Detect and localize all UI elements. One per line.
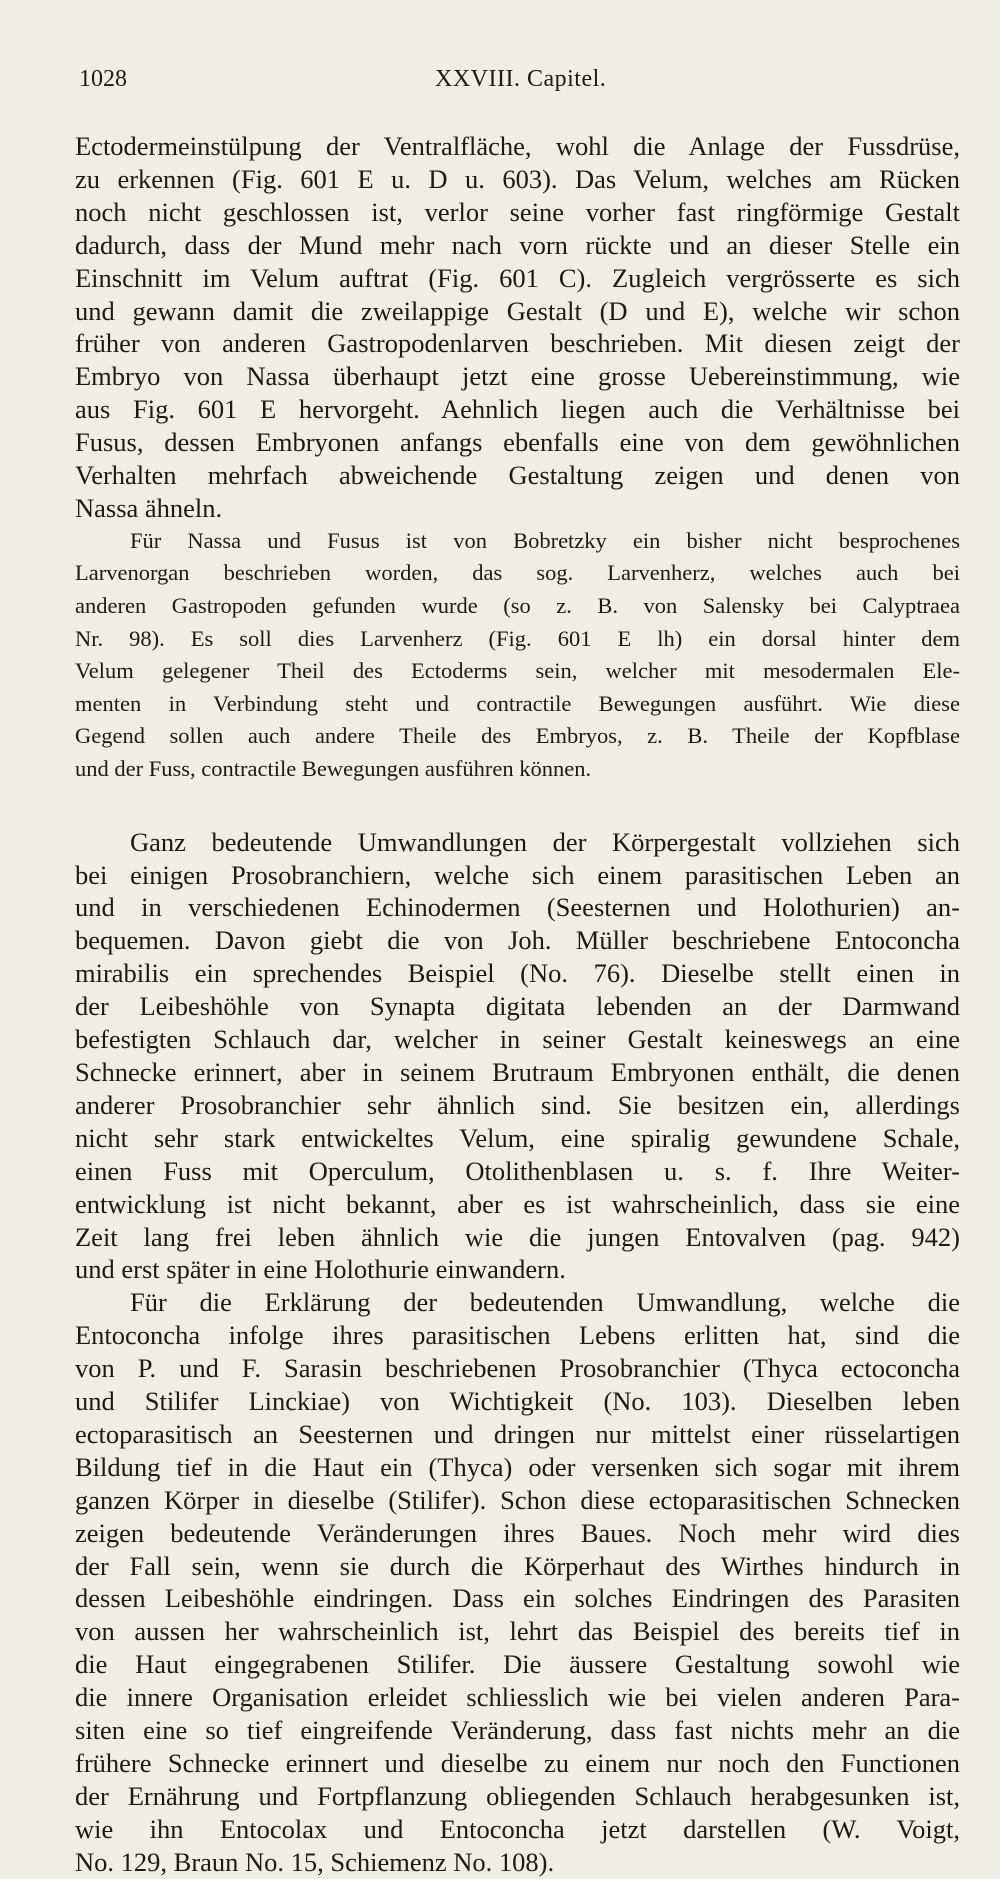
text-line: früher von anderen Gastropodenlarven beschrieben. Mit diesen zeigt der: [75, 328, 960, 359]
text-line: und in verschiedenen Echinodermen (Seesternen und Holothurien) an-: [75, 892, 960, 923]
text-line: anderen Gastropoden gefunden wurde (so z. B. von Salensky bei Calyptraea: [75, 593, 960, 619]
page-header: [75, 66, 960, 106]
text-line: Einschnitt im Velum auftrat (Fig. 601 C). Zugleich vergrösserte es sich: [75, 262, 960, 293]
text-line: Für die Erklärung der bedeutenden Umwandlung, welche die: [130, 1287, 960, 1318]
text-line: Gegend sollen auch andere Theile des Embryos, z. B. Theile der Kopfblase: [75, 723, 960, 749]
text-line: Nr. 98). Es soll dies Larvenherz (Fig. 601 E lh) ein dorsal hinter dem: [75, 625, 960, 651]
text-line: Für Nassa und Fusus ist von Bobretzky ein bisher nicht besprochenes: [130, 527, 960, 553]
text-line: befestigten Schlauch dar, welcher in seiner Gestalt keineswegs an eine: [75, 1024, 960, 1055]
text-line: der Fall sein, wenn sie durch die Körperhaut des Wirthes hindurch in: [75, 1550, 960, 1581]
paragraph-p1: [75, 130, 960, 525]
paragraph-p3: [75, 826, 960, 1287]
text-line: entwicklung ist nicht bekannt, aber es ist wahrscheinlich, dass sie eine: [75, 1188, 960, 1219]
page-number: 1028: [79, 66, 127, 92]
paragraph-p2: [75, 525, 960, 786]
text-line: noch nicht geschlossen ist, verlor seine vorher fast ringförmige Gestalt: [75, 196, 960, 227]
text-line: No. 129, Braun No. 15, Schiemenz No. 108).: [75, 1846, 555, 1877]
text-line: aus Fig. 601 E hervorgeht. Aehnlich liegen auch die Verhältnisse bei: [75, 394, 960, 425]
text-line: frühere Schnecke erinnert und dieselbe zu einem nur noch den Functionen: [75, 1748, 960, 1778]
text-line: mirabilis ein sprechendes Beispiel (No. 76). Dieselbe stellt einen in: [75, 958, 960, 989]
text-line: der Ernährung und Fortpflanzung obliegenden Schlauch herabgesunken ist,: [75, 1780, 960, 1811]
text-line: Embryo von Nassa überhaupt jetzt eine grosse Uebereinstimmung, wie: [75, 361, 960, 392]
text-line: Larvenorgan beschrieben worden, das sog. Larvenherz, welches auch bei: [75, 560, 960, 586]
text-line: der Leibeshöhle von Synapta digitata lebenden an der Darmwand: [75, 991, 960, 1022]
text-line: zeigen bedeutende Veränderungen ihres Baues. Noch mehr wird dies: [75, 1517, 960, 1548]
text-line: einen Fuss mit Operculum, Otolithenblasen u. s. f. Ihre Weiter-: [75, 1155, 960, 1186]
text-line: von aussen her wahrscheinlich ist, lehrt das Beispiel des bereits tief in: [75, 1616, 960, 1647]
text-line: Velum gelegener Theil des Ectoderms sein, welcher mit mesodermalen Ele-: [75, 658, 960, 684]
text-line: dessen Leibeshöhle eindringen. Dass ein solches Eindringen des Parasiten: [75, 1583, 960, 1614]
text-line: Ganz bedeutende Umwandlungen der Körpergestalt vollziehen sich: [130, 826, 960, 857]
text-line: bequemen. Davon giebt die von Joh. Müller beschriebene Entoconcha: [75, 925, 960, 956]
text-line: Zeit lang frei leben ähnlich wie die jungen Entovalven (pag. 942): [75, 1221, 960, 1252]
paragraph-gap: [75, 786, 960, 826]
text-line: Fusus, dessen Embryonen anfangs ebenfalls eine von dem gewöhnlichen: [75, 427, 960, 458]
text-line: ectoparasitisch an Seesternen und dringen nur mittelst einer rüsselartigen: [75, 1418, 960, 1449]
text-line: anderer Prosobranchier sehr ähnlich sind. Sie besitzen ein, allerdings: [75, 1089, 960, 1120]
text-line: und gewann damit die zweilappige Gestalt (D und E), welche wir schon: [75, 295, 960, 326]
text-line: Entoconcha infolge ihres parasitischen Lebens erlitten hat, sind die: [75, 1320, 960, 1351]
text-line: und erst später in eine Holothurie einwandern.: [75, 1254, 566, 1285]
text-line: die Haut eingegrabenen Stilifer. Die äussere Gestaltung sowohl wie: [75, 1649, 960, 1680]
text-line: Verhalten mehrfach abweichende Gestaltung zeigen und denen von: [75, 460, 960, 491]
text-line: Bildung tief in die Haut ein (Thyca) oder versenken sich sogar mit ihrem: [75, 1451, 960, 1482]
text-line: von P. und F. Sarasin beschriebenen Prosobranchier (Thyca ectoconcha: [75, 1353, 960, 1384]
text-line: und der Fuss, contractile Bewegungen ausführen können.: [75, 756, 592, 782]
page-body: [75, 130, 960, 1879]
text-line: ganzen Körper in dieselbe (Stilifer). Schon diese ectoparasitischen Schnecken: [75, 1484, 960, 1515]
text-line: wie ihn Entocolax und Entoconcha jetzt darstellen (W. Voigt,: [75, 1813, 960, 1844]
text-line: dadurch, dass der Mund mehr nach vorn rückte und an dieser Stelle ein: [75, 229, 960, 260]
paragraph-p4: [75, 1286, 960, 1878]
text-line: siten eine so tief eingreifende Veränderung, dass fast nichts mehr an die: [75, 1715, 960, 1746]
text-line: Nassa ähneln.: [75, 492, 223, 523]
text-line: und Stilifer Linckiae) von Wichtigkeit (No. 103). Dieselben leben: [75, 1386, 960, 1417]
text-line: zu erkennen (Fig. 601 E u. D u. 603). Das Velum, welches am Rücken: [75, 163, 960, 194]
text-line: Ectodermeinstülpung der Ventralfläche, wohl die Anlage der Fussdrüse,: [75, 131, 960, 161]
text-line: Schnecke erinnert, aber in seinem Brutraum Embryonen enthält, die denen: [75, 1056, 960, 1087]
text-line: menten in Verbindung steht und contractile Bewegungen ausführt. Wie diese: [75, 690, 960, 716]
text-line: die innere Organisation erleidet schliesslich wie bei vielen anderen Para-: [75, 1682, 960, 1713]
text-line: nicht sehr stark entwickeltes Velum, eine spiralig gewundene Schale,: [75, 1122, 960, 1153]
text-line: bei einigen Prosobranchiern, welche sich einem parasitischen Leben an: [75, 859, 960, 890]
chapter-heading: XXVIII. Capitel.: [435, 66, 607, 92]
